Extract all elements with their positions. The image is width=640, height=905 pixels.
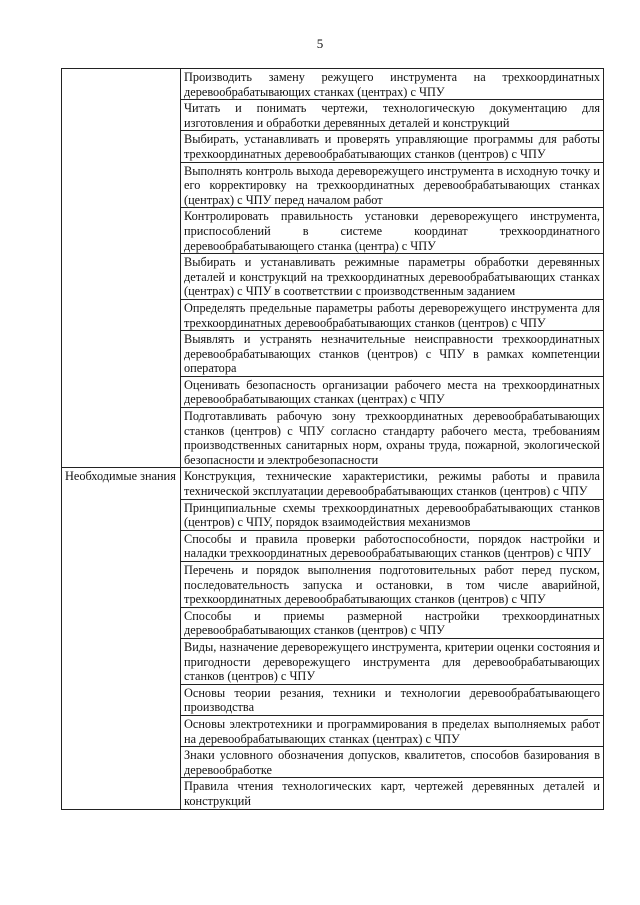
knowledge-item: Конструкция, технические характеристики, режимы работы и правила технической эксплуатации деревообрабатывающих станков (центров) с ЧПУ [181,468,604,499]
skill-item: Оценивать безопасность организации рабочего места на трехкоординатных деревообрабатывающих станках (центрах) с ЧПУ [181,376,604,407]
skill-item: Контролировать правильность установки дереворежущего инструмента, приспособлений в системе координат трехкоординатного деревообрабатывающего станка (центра) с ЧПУ [181,208,604,254]
knowledge-group-label: Необходимые знания [62,468,181,809]
requirements-table [61,68,604,810]
knowledge-item: Виды, назначение дереворежущего инструмента, критерии оценки состояния и пригодности дереворежущего инструмента для деревообрабатывающих станков (центров) с ЧПУ [181,638,604,684]
skill-item: Подготавливать рабочую зону трехкоординатных деревообрабатывающих станков (центров) с ЧПУ согласно стандарту рабочего места, требованиям производственных санитарных норм, охраны труда, пожарной, экологической безопасности и электробезопасности [181,408,604,468]
skill-item: Выявлять и устранять незначительные неисправности трехкоординатных деревообрабатывающих станков (центров) с ЧПУ в рамках компетенции оператора [181,331,604,377]
knowledge-item: Правила чтения технологических карт, чертежей деревянных деталей и конструкций [181,778,604,809]
skill-item: Определять предельные параметры работы дереворежущего инструмента для трехкоординатных деревообрабатывающих станков (центров) с ЧПУ [181,299,604,330]
skills-group-label [62,69,181,468]
table-row [62,468,604,499]
knowledge-item: Основы теории резания, техники и технологии деревообрабатывающего производства [181,684,604,715]
knowledge-item: Способы и правила проверки работоспособности, порядок настройки и наладки трехкоординатных деревообрабатывающих станков (центров) с ЧПУ [181,530,604,561]
skill-item: Выполнять контроль выхода дереворежущего инструмента в исходную точку и его корректировку на трехкоординатных деревообрабатывающих станках (центрах) с ЧПУ перед началом работ [181,162,604,208]
knowledge-item: Основы электротехники и программирования в пределах выполняемых работ на деревообрабатывающих станках (центрах) с ЧПУ [181,715,604,746]
skill-item: Производить замену режущего инструмента на трехкоординатных деревообрабатывающих станках (центрах) с ЧПУ [181,69,604,100]
page-number: 5 [316,36,324,51]
skill-item: Выбирать, устанавливать и проверять управляющие программы для работы трехкоординатных деревообрабатывающих станков (центров) с ЧПУ [181,131,604,162]
knowledge-item: Знаки условного обозначения допусков, квалитетов, способов базирования в деревообработке [181,747,604,778]
knowledge-item: Перечень и порядок выполнения подготовительных работ перед пуском, последовательность запуска и остановки, в том числе аварийной, трехкоординатных деревообрабатывающих станков (центров) с ЧПУ [181,562,604,608]
knowledge-item: Принципиальные схемы трехкоординатных деревообрабатывающих станков (центров) с ЧПУ, порядок взаимодействия механизмов [181,499,604,530]
table-row [62,69,604,100]
skill-item: Выбирать и устанавливать режимные параметры обработки деревянных деталей и конструкций на трехкоординатных деревообрабатывающих станках (центрах) с ЧПУ в соответствии с производственным заданием [181,254,604,300]
knowledge-item: Способы и приемы размерной настройки трехкоординатных деревообрабатывающих станков (центров) с ЧПУ [181,607,604,638]
table-body [62,69,604,810]
skill-item: Читать и понимать чертежи, технологическую документацию для изготовления и обработки деревянных деталей и конструкций [181,100,604,131]
